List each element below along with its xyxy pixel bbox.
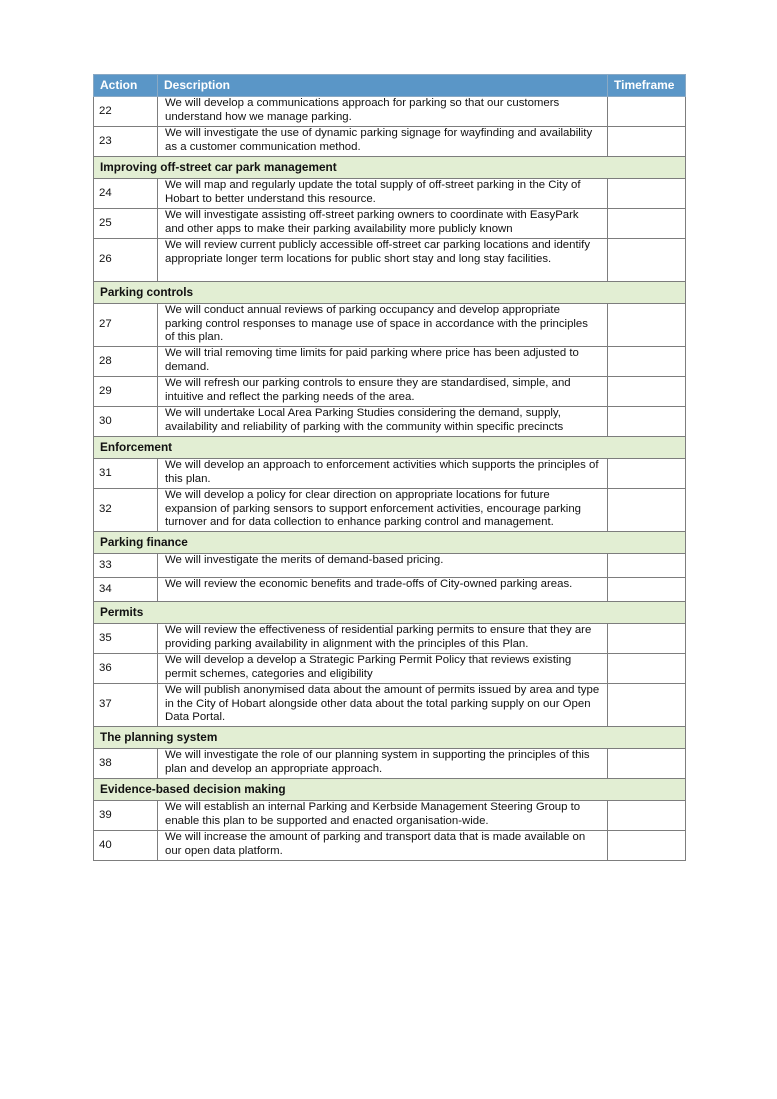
action-timeframe <box>608 801 686 831</box>
section-heading-row <box>94 779 686 801</box>
action-timeframe <box>608 624 686 654</box>
action-timeframe <box>608 654 686 684</box>
section-heading-row <box>94 157 686 179</box>
action-number: 34 <box>94 578 158 602</box>
action-timeframe <box>608 554 686 578</box>
table-row <box>94 127 686 157</box>
table-row <box>94 554 686 578</box>
table-header-row <box>94 75 686 97</box>
action-timeframe <box>608 347 686 377</box>
action-description: We will develop a policy for clear direction on appropriate locations for future expansion of parking sensors to support enforcement activities, encourage parking turnover and for data collection to enhance parking control and management. <box>158 489 608 532</box>
section-heading-row <box>94 532 686 554</box>
action-number: 33 <box>94 554 158 578</box>
section-heading-row <box>94 437 686 459</box>
action-number: 30 <box>94 407 158 437</box>
table-body <box>94 97 686 861</box>
table-row <box>94 407 686 437</box>
action-number: 28 <box>94 347 158 377</box>
action-description: We will investigate assisting off-street parking owners to coordinate with EasyPark and other apps to make their parking availability more publicly known <box>158 209 608 239</box>
section-title: The planning system <box>94 727 686 749</box>
action-timeframe <box>608 304 686 347</box>
action-description: We will develop an approach to enforcement activities which supports the principles of this plan. <box>158 459 608 489</box>
table-row <box>94 801 686 831</box>
action-timeframe <box>608 831 686 861</box>
action-number: 25 <box>94 209 158 239</box>
action-description: We will develop a develop a Strategic Parking Permit Policy that reviews existing permit schemes, categories and eligibility <box>158 654 608 684</box>
table-row <box>94 209 686 239</box>
action-number: 23 <box>94 127 158 157</box>
action-description: We will investigate the merits of demand-based pricing. <box>158 554 608 578</box>
action-description: We will map and regularly update the total supply of off-street parking in the City of Hobart to better understand this resource. <box>158 179 608 209</box>
action-plan-table <box>93 74 686 861</box>
action-description: We will investigate the role of our planning system in supporting the principles of this plan and develop an appropriate approach. <box>158 749 608 779</box>
action-number: 38 <box>94 749 158 779</box>
table-row <box>94 654 686 684</box>
action-timeframe <box>608 407 686 437</box>
table-row <box>94 624 686 654</box>
action-number: 27 <box>94 304 158 347</box>
action-description: We will undertake Local Area Parking Studies considering the demand, supply, availability and reliability of parking with the community within specific precincts <box>158 407 608 437</box>
action-number: 26 <box>94 239 158 282</box>
action-timeframe <box>608 209 686 239</box>
action-timeframe <box>608 127 686 157</box>
action-timeframe <box>608 578 686 602</box>
action-description: We will conduct annual reviews of parking occupancy and develop appropriate parking control responses to manage use of space in accordance with the principles of this plan. <box>158 304 608 347</box>
table-row <box>94 578 686 602</box>
action-description: We will investigate the use of dynamic parking signage for wayfinding and availability as a customer communication method. <box>158 127 608 157</box>
action-timeframe <box>608 459 686 489</box>
header-action: Action <box>94 75 158 97</box>
table-row <box>94 97 686 127</box>
section-title: Permits <box>94 602 686 624</box>
action-number: 31 <box>94 459 158 489</box>
action-number: 35 <box>94 624 158 654</box>
action-description: We will trial removing time limits for paid parking where price has been adjusted to demand. <box>158 347 608 377</box>
action-description: We will establish an internal Parking and Kerbside Management Steering Group to enable this plan to be supported and enacted organisation-wide. <box>158 801 608 831</box>
section-title: Parking finance <box>94 532 686 554</box>
table-row <box>94 831 686 861</box>
action-description: We will review current publicly accessible off-street car parking locations and identify appropriate longer term locations for public short stay and long stay facilities. <box>158 239 608 282</box>
action-description: We will increase the amount of parking and transport data that is made available on our open data platform. <box>158 831 608 861</box>
table-row <box>94 684 686 727</box>
action-number: 37 <box>94 684 158 727</box>
table-row <box>94 179 686 209</box>
action-timeframe <box>608 749 686 779</box>
section-title: Parking controls <box>94 282 686 304</box>
action-number: 40 <box>94 831 158 861</box>
action-description: We will develop a communications approach for parking so that our customers understand how we manage parking. <box>158 97 608 127</box>
action-description: We will publish anonymised data about the amount of permits issued by area and type in the City of Hobart alongside other data about the total parking supply on our Open Data Portal. <box>158 684 608 727</box>
table-row <box>94 489 686 532</box>
action-number: 32 <box>94 489 158 532</box>
section-title: Enforcement <box>94 437 686 459</box>
action-timeframe <box>608 489 686 532</box>
action-timeframe <box>608 179 686 209</box>
action-description: We will review the effectiveness of residential parking permits to ensure that they are providing parking availability in alignment with the principles of this Plan. <box>158 624 608 654</box>
action-number: 24 <box>94 179 158 209</box>
table-row <box>94 239 686 282</box>
section-title: Evidence-based decision making <box>94 779 686 801</box>
section-heading-row <box>94 282 686 304</box>
section-title: Improving off-street car park management <box>94 157 686 179</box>
action-description: We will refresh our parking controls to ensure they are standardised, simple, and intuitive and reflect the parking needs of the area. <box>158 377 608 407</box>
header-description: Description <box>158 75 608 97</box>
action-number: 29 <box>94 377 158 407</box>
section-heading-row <box>94 602 686 624</box>
table-row <box>94 304 686 347</box>
table-row <box>94 347 686 377</box>
section-heading-row <box>94 727 686 749</box>
table-row <box>94 459 686 489</box>
action-number: 22 <box>94 97 158 127</box>
action-number: 36 <box>94 654 158 684</box>
action-description: We will review the economic benefits and trade-offs of City-owned parking areas. <box>158 578 608 602</box>
action-timeframe <box>608 684 686 727</box>
table-row <box>94 377 686 407</box>
table-row <box>94 749 686 779</box>
action-timeframe <box>608 97 686 127</box>
action-number: 39 <box>94 801 158 831</box>
action-timeframe <box>608 377 686 407</box>
header-timeframe: Timeframe <box>608 75 686 97</box>
action-timeframe <box>608 239 686 282</box>
